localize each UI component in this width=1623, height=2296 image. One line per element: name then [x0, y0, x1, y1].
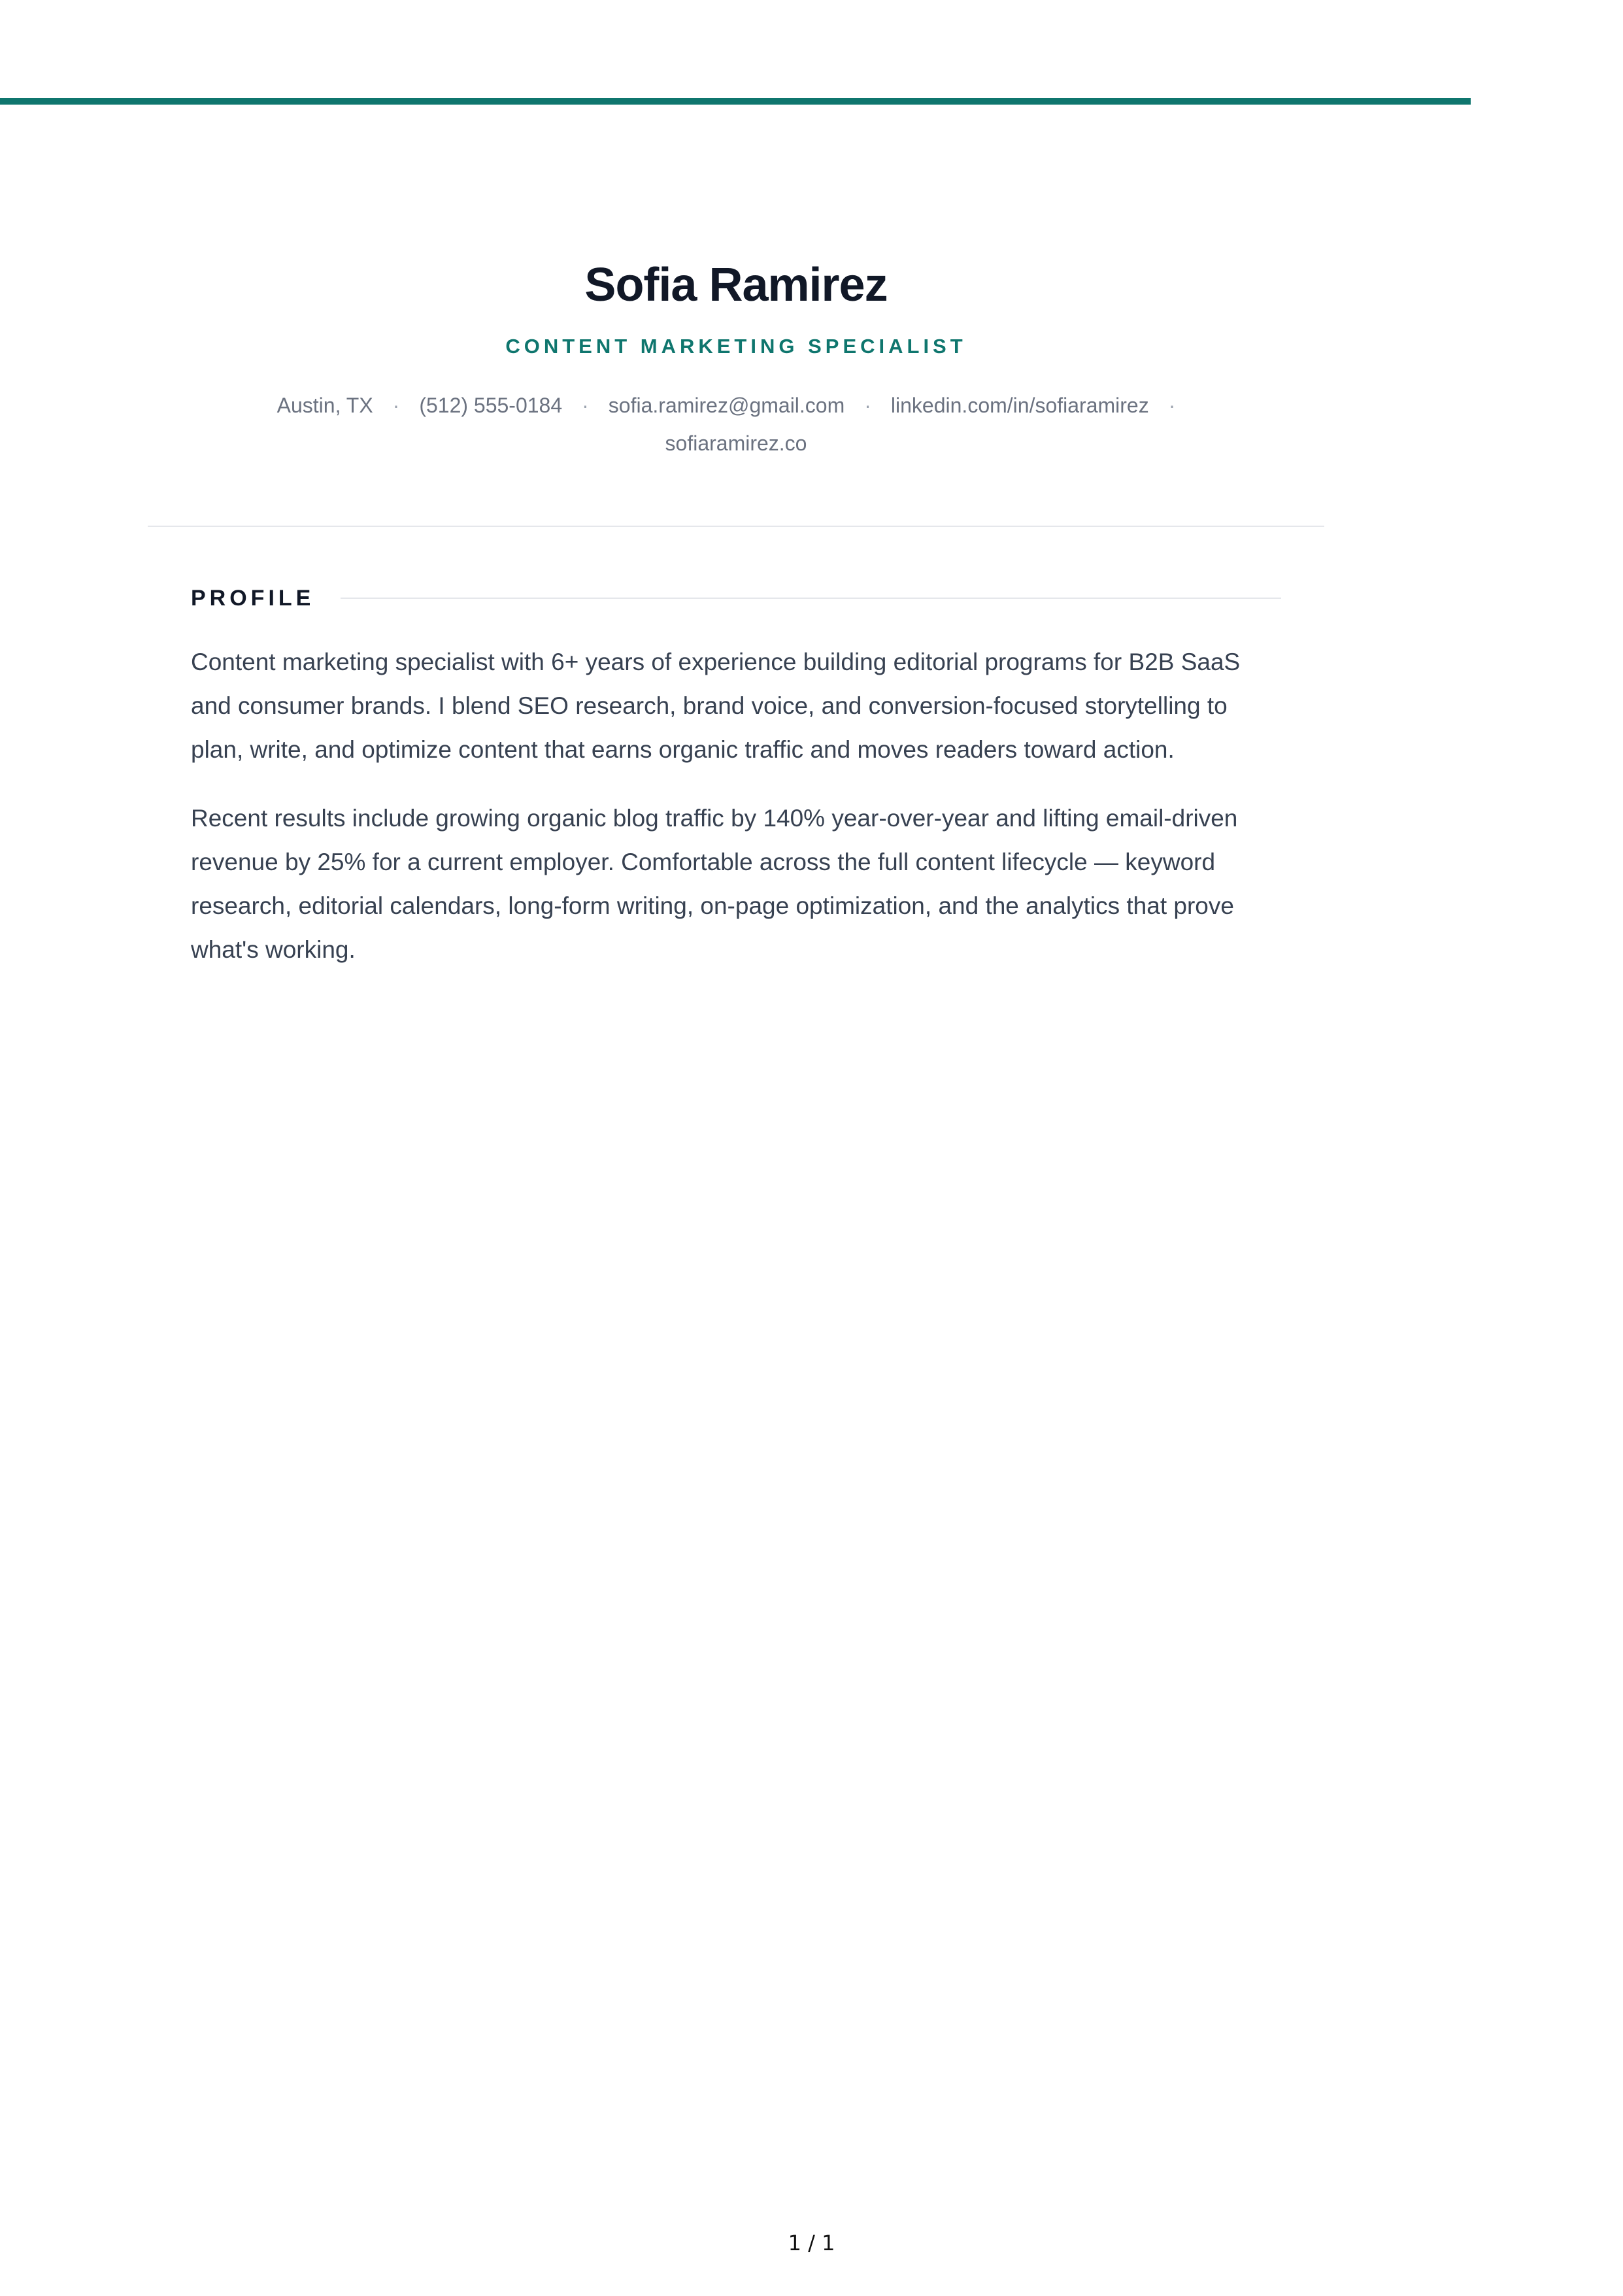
contact-linkedin[interactable]: linkedin.com/in/sofiaramirez: [890, 394, 1149, 417]
contact-line: [213, 386, 1259, 462]
contact-location: Austin, TX: [276, 394, 373, 417]
contact-separator: ·: [582, 394, 589, 417]
section-title-profile: PROFILE: [191, 585, 315, 611]
profile-paragraph: Recent results include growing organic blog traffic by 140% year-over-year and lifting email-driven revenue by 25% for a current employer. Comfortable across the full content lifecycle — keyword research, editorial calendars, long-form writing, on-page optimization, and the analytics that prove what's working.: [191, 805, 1238, 963]
section-rule: [341, 598, 1281, 599]
contact-email[interactable]: sofia.ramirez@gmail.com: [608, 394, 845, 417]
profile-paragraph: Content marketing specialist with 6+ years of experience building editorial programs for B2B SaaS and consumer brands. I blend SEO research, brand voice, and conversion-focused storytelling to plan, write, and optimize content that earns organic traffic and moves readers toward action.: [191, 649, 1241, 763]
page-number: 1 / 1: [788, 2231, 835, 2255]
accent-top-rule: [0, 98, 1471, 105]
profile-section: [191, 579, 1281, 996]
section-heading-row: [191, 579, 1281, 618]
header-divider: [148, 526, 1324, 527]
resume-header: [148, 259, 1324, 462]
contact-separator: ·: [864, 394, 871, 417]
profile-body: [191, 640, 1281, 971]
contact-separator: ·: [1168, 394, 1176, 417]
candidate-name: Sofia Ramirez: [584, 259, 888, 311]
candidate-title: CONTENT MARKETING SPECIALIST: [505, 335, 967, 358]
contact-phone[interactable]: (512) 555-0184: [419, 394, 563, 417]
contact-separator: ·: [392, 394, 400, 417]
contact-website[interactable]: sofiaramirez.co: [665, 431, 807, 455]
